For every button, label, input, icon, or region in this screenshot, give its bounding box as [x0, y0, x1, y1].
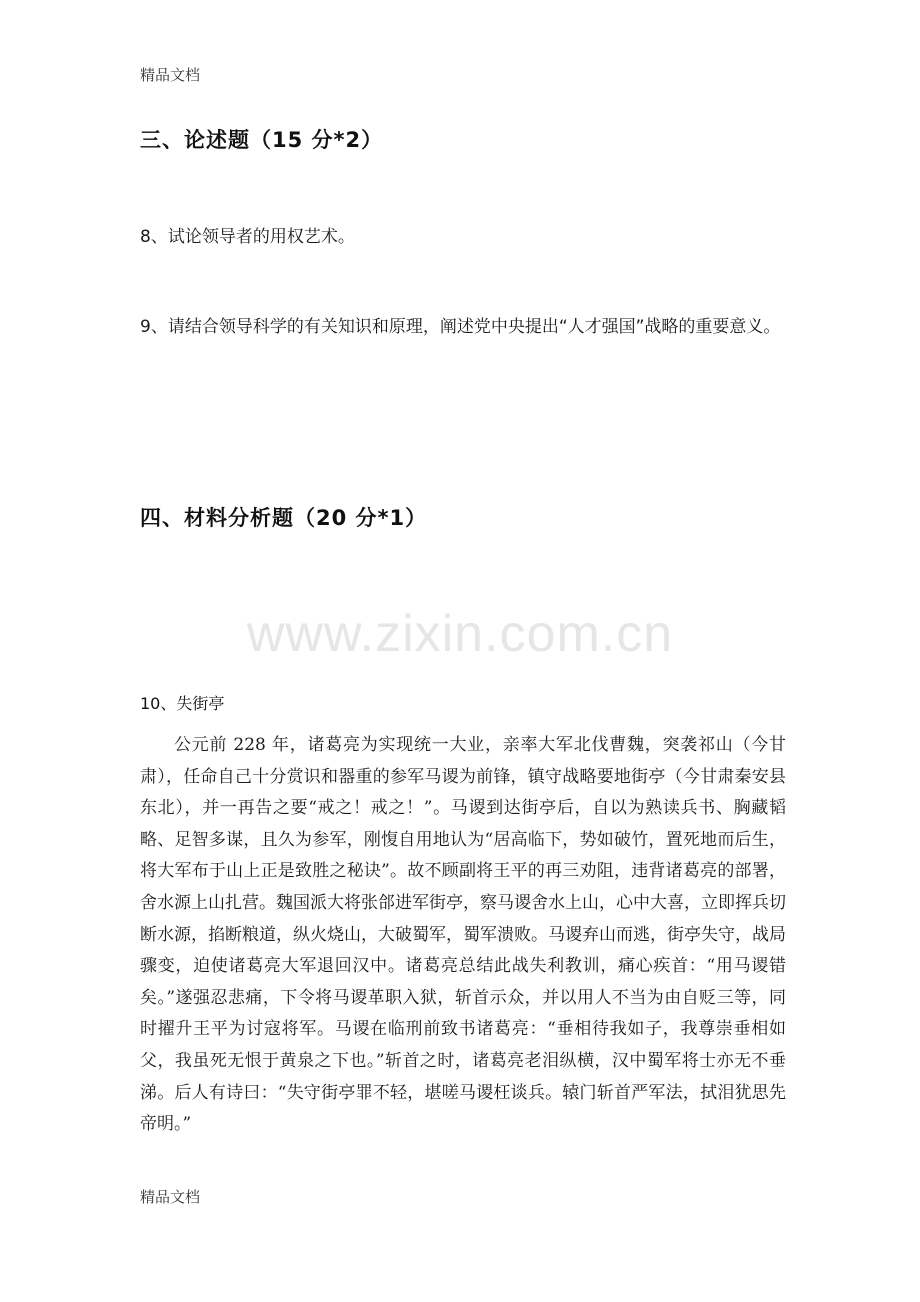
page-footer-label: 精品文档	[140, 1188, 201, 1206]
section-heading-material-analysis: 四、材料分析题（20 分*1）	[140, 506, 428, 530]
question-9: 9、请结合领导科学的有关知识和原理，阐述党中央提出“人才强国”战略的重要意义。	[140, 317, 781, 337]
section-heading-essay: 三、论述题（15 分*2）	[140, 128, 384, 152]
watermark: www.zixin.com.cn	[246, 605, 674, 663]
material-title: 10、失街亭	[140, 694, 225, 713]
page-header-label: 精品文档	[140, 66, 201, 84]
question-8: 8、试论领导者的用权艺术。	[140, 227, 355, 247]
material-body-paragraph: 公元前 228 年，诸葛亮为实现统一大业，亲率大军北伐曹魏，突袭祁山（今甘肃），任命自己十分赏识和器重的参军马谡为前锋，镇守战略要地街亭（今甘肃秦安县东北），并一再告之要“戒之！戒之！”。马谡到达街亭后，自以为熟读兵书、胸藏韬略、足智多谋，且久为参军，刚愎自用地认为“居高临下，势如破竹，置死地而后生，将大军布于山上正是致胜之秘诀”。故不顾副将王平的再三劝阻，违背诸葛亮的部署，舍水源上山扎营。魏国派大将张郃进军街亭，察马谡舍水上山，心中大喜，立即挥兵切断水源，掐断粮道，纵火烧山，大破蜀军，蜀军溃败。马谡弃山而逃，街亭失守，战局骤变，迫使诸葛亮大军退回汉中。诸葛亮总结此战失利教训，痛心疾首：“用马谡错矣。”遂强忍悲痛，下令将马谡革职入狱，斩首示众，并以用人不当为由自贬三等，同时擢升王平为讨寇将军。马谡在临刑前致书诸葛亮：“垂相待我如子，我尊崇垂相如父，我虽死无恨于黄泉之下也。”斩首之时，诸葛亮老泪纵横，汉中蜀军将士亦无不垂涕。后人有诗曰：“失守街亭罪不轻，堪嗟马谡枉谈兵。辕门斩首严军法，拭泪犹思先帝明。”	[140, 735, 786, 1135]
